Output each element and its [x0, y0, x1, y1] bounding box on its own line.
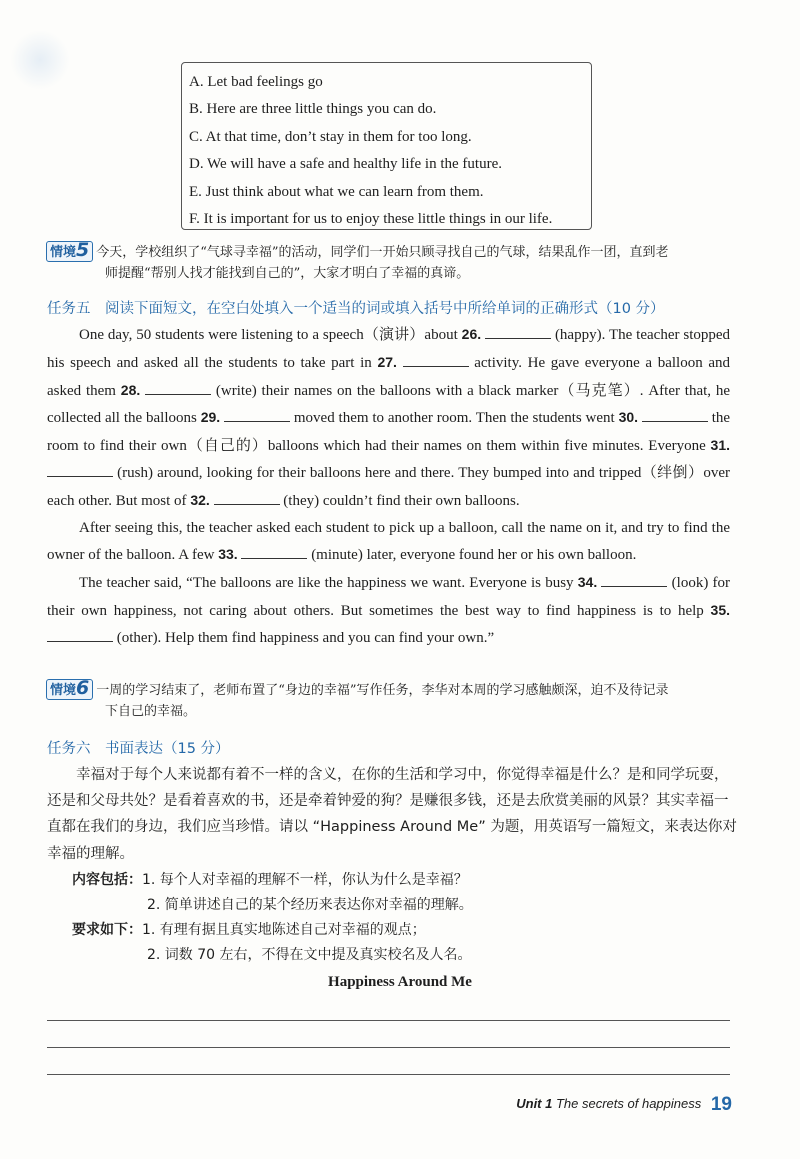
scene-6-badge: 情境6 [46, 679, 93, 700]
passage-paragraph-2: After seeing this, the teacher asked each student to pick up a balloon, call the name on it, and try to find the owner of the balloon. A few 33. (minute) later, everyone found her or his own balloon. [47, 519, 730, 564]
corner-decoration [10, 30, 70, 90]
option-c: C. At that time, don’t stay in them for too long. [189, 128, 472, 145]
requirement-item-2: 2. 词数 70 左右，不得在文中提及真实校名及人名。 [147, 947, 472, 963]
essay-title: Happiness Around Me [328, 974, 472, 990]
footer-title: The secrets of happiness [555, 1096, 702, 1111]
blank-33[interactable] [241, 544, 307, 559]
option-f: F. It is important for us to enjoy these little things in our life. [189, 211, 553, 228]
content-item-2: 2. 简单讲述自己的某个经历来表达你对幸福的理解。 [147, 897, 473, 913]
content-item-1: 1. 每个人对幸福的理解不一样，你认为什么是幸福？ [142, 872, 468, 888]
blank-26[interactable] [485, 324, 551, 339]
scene-6-text: 一周的学习结束了，老师布置了“身边的幸福”写作任务，李华对本周的学习感触颇深，迫不及待记录 [96, 683, 669, 698]
page-number: 19 [710, 1094, 732, 1115]
writing-line-2[interactable] [47, 1047, 730, 1048]
scene-5-badge: 情境5 [46, 241, 93, 262]
writing-line-3[interactable] [47, 1074, 730, 1075]
content-label: 内容包括： [72, 872, 142, 888]
scene-5 [46, 241, 756, 284]
blank-32[interactable] [214, 490, 280, 505]
task-6-title: 任务六 书面表达（15 分） [47, 741, 230, 757]
option-e: E. Just think about what we can learn from them. [189, 183, 484, 200]
writing-intro: 幸福对于每个人来说都有着不一样的含义，在你的生活和学习中，你觉得幸福是什么？是和同学玩耍，还是和父母共处？是看着喜欢的书，还是牵着钟爱的狗？是赚很多钱，还是去欣赏美丽的风景？其实幸福一直都在我们的身边，我们应当珍惜。请以 “Happiness Around Me” 为题，用英语写一篇短文，来表达你对幸福的理解。 [47, 767, 737, 862]
footer-unit: Unit 1 [516, 1096, 553, 1111]
scene-5-text-2: 师提醒“帮别人找才能找到自己的”，大家才明白了幸福的真谛。 [105, 266, 470, 281]
blank-29[interactable] [224, 407, 290, 422]
options-box [181, 62, 592, 230]
requirement-item-1: 1. 有理有据且真实地陈述自己对幸福的观点； [142, 922, 426, 938]
passage-paragraph-1: One day, 50 students were listening to a speech（演讲）about 26. (happy). The teacher stopped his speech and asked all the students to take part in 27. activity. He gave everyone a balloon and asked them 28. (write) their names on the balloons with a black marker（马克笔）. After that, he collected all the balloons 29. moved them to another room. Then the students went 30. the room to find their own（自己的）balloons which had their names on them within five minutes. Everyone 31. (rush) around, looking for their balloons here and there. They bumped into and tripped（绊倒）over each other. But most of 32. (they) couldn’t find their own balloons. [47, 326, 731, 509]
passage-paragraph-3: The teacher said, “The balloons are like the happiness we want. Everyone is busy 34. (look) for their own happiness, not caring about others. But sometimes the best way to find happiness is to help 35. (other). Help them find happiness and you can find your own.” [47, 574, 731, 646]
task-5-title: 任务五 阅读下面短文，在空白处填入一个适当的词或填入括号中所给单词的正确形式（10 分） [47, 301, 665, 317]
scene-6 [46, 679, 756, 722]
scene-5-text: 今天，学校组织了“气球寻幸福”的活动，同学们一开始只顾寻找自己的气球，结果乱作一团，直到老 [96, 245, 669, 260]
blank-31[interactable] [47, 462, 113, 477]
blank-34[interactable] [601, 572, 667, 587]
writing-line-1[interactable] [47, 1020, 730, 1021]
blank-27[interactable] [403, 352, 469, 367]
requirement-label: 要求如下： [72, 922, 142, 938]
blank-28[interactable] [145, 380, 211, 395]
option-a: A. Let bad feelings go [189, 74, 323, 90]
content-requirements [72, 868, 473, 968]
option-d: D. We will have a safe and healthy life in the future. [189, 156, 502, 173]
option-b: B. Here are three little things you can do. [189, 101, 437, 118]
blank-30[interactable] [642, 407, 708, 422]
scene-6-text-2: 下自己的幸福。 [105, 704, 197, 719]
blank-35[interactable] [47, 627, 113, 642]
page-footer [516, 1094, 732, 1116]
passage [47, 321, 730, 652]
